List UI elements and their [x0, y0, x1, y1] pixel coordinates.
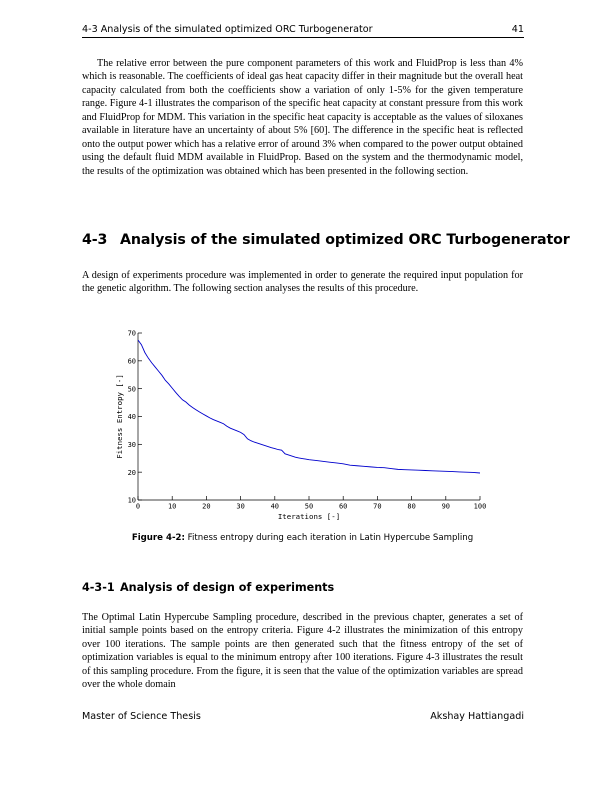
subsection-title: Analysis of design of experiments	[120, 581, 335, 594]
x-tick-label: 0	[135, 502, 141, 511]
y-tick-label: 40	[127, 413, 136, 422]
figure-caption-text: Fitness entropy during each iteration in Latin Hypercube Sampling	[187, 533, 474, 543]
x-ticks	[136, 496, 486, 511]
running-title: 4-3 Analysis of the simulated optimized ORC Turbogenerator	[82, 24, 373, 35]
y-tick-label: 50	[127, 385, 136, 394]
x-tick-label: 10	[167, 502, 177, 511]
x-tick-label: 50	[304, 502, 314, 511]
chart-axes	[138, 333, 480, 500]
section-title: Analysis of the simulated optimized ORC Turbogenerator	[120, 232, 570, 248]
page-number: 41	[511, 24, 524, 35]
figure-label: Figure 4-2:	[131, 533, 185, 543]
y-tick-label: 10	[127, 496, 136, 505]
x-tick-label: 60	[338, 502, 348, 511]
x-tick-label: 80	[407, 502, 416, 511]
paragraph-relative-error: The relative error between the pure component parameters of this work and FluidProp is less than 4% which is reasonable. The coefficients of ideal gas heat capacity differ in their magnitude but the overall heat capacity calculated from both the coefficients show a variation of only 1-5% for the given temperature range. Figure 4-1 illustrates the comparison of the specific heat capacity at constant pressure from this work and FluidProp for MDM. This variation in the specific heat capacity is acceptable as the values of siloxanes available in literature have an uncertainty of about 5% [60]. The difference in the specific heat is reflected onto the output power which has a relative error of around 3% when compared to the power output obtained using the default fluid MDM available in FluidProp. Based on the system and the thermodynamic model, the results of the optimization was obtained which has been presented in the following section.	[82, 58, 523, 177]
y-tick-label: 30	[127, 440, 136, 449]
series-line-fitness-entropy	[138, 340, 480, 473]
page-footer	[82, 711, 524, 725]
figure-caption	[82, 533, 523, 543]
x-tick-label: 20	[202, 502, 211, 511]
fitness-entropy-chart	[112, 326, 488, 525]
paragraph-lhs: The Optimal Latin Hypercube Sampling procedure, described in the previous chapter, generates a set of initial sample points based on the entropy criteria. Figure 4-2 illustrates the minimization of this entropy over 100 iterations. The sample points are then generated such that the fitness entropy of the set of optimization variables is equal to the minimum entropy after 100 iterations. Figure 4-3 illustrates the result of this sampling procedure. From the figure, it is seen that the value of the optimization variables are spread over the whole domain	[82, 612, 523, 691]
section-heading	[82, 232, 570, 248]
page-header	[82, 22, 524, 36]
y-tick-label: 70	[127, 329, 136, 338]
y-axis-label: Fitness Entropy [-]	[115, 374, 124, 459]
y-tick-label: 20	[127, 468, 136, 477]
section-number: 4-3	[82, 232, 108, 248]
subsection-number: 4-3-1	[82, 581, 115, 594]
x-tick-label: 30	[236, 502, 245, 511]
header-rule	[82, 37, 524, 38]
y-ticks	[128, 330, 142, 505]
x-tick-label: 40	[270, 502, 280, 511]
x-tick-label: 70	[373, 502, 382, 511]
paragraph-doe-intro: A design of experiments procedure was implemented in order to generate the required input population for the genetic algorithm. The following section analyses the results of this procedure.	[82, 270, 523, 295]
y-tick-label: 60	[127, 357, 136, 366]
chart-svg	[112, 326, 488, 525]
footer-thesis: Master of Science Thesis	[82, 711, 201, 722]
x-tick-label: 100	[473, 502, 487, 511]
footer-author: Akshay Hattiangadi	[430, 711, 524, 722]
x-tick-label: 90	[441, 502, 451, 511]
subsection-heading	[82, 581, 334, 594]
x-axis-label: Iterations [-]	[277, 512, 341, 521]
